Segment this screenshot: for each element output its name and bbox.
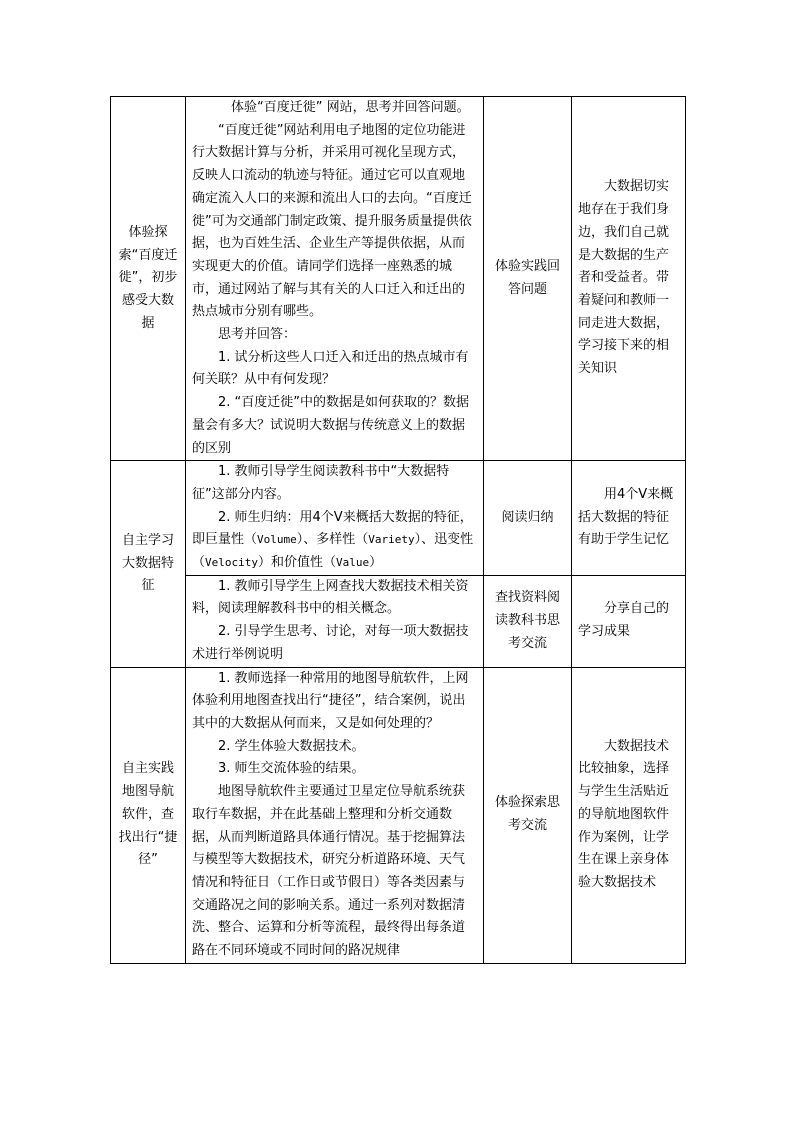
text-run: ）、多样性（ xyxy=(296,532,369,548)
paragraph: 1. 试分析这些人口迁入和迁出的热点城市有何关联？从中有何发现？ xyxy=(192,349,469,388)
text-run: ） xyxy=(369,555,383,571)
stage-cell: 体验探索“百度迁徙”，初步感受大数据 xyxy=(111,97,186,461)
paragraph: 2. “百度迁徙”中的数据是如何获取的？数据量会有多大？试说明大数据与传统意义上的数据的区别 xyxy=(192,395,470,456)
text-run: ）、迅变性（ xyxy=(192,532,474,571)
table-row xyxy=(111,667,686,963)
paragraph: 思考并回答： xyxy=(218,327,297,343)
paragraph: “百度迁徙”网站利用电子地图的定位功能进行大数据计算与分析，并采用可视化呈现方式，反映人口流动的轨迹与特征。通过它可以直观地确定流入人口的来源和流出人口的去向。“百度迁徙”可为交通部门制定政策、提升服务质量提供依据，也为百姓生活、企业生产等提供依据，从而实现更大的价值。请同学们选择一座熟悉的城市，通过网站了解与其有关的人口迁入和迁出的热点城市分别有哪些。 xyxy=(192,122,472,320)
method-cell: 阅读归纳 xyxy=(484,461,572,576)
text-run: 2. 师生归纳：用4个V来概括大数据的特征，即巨量性（ xyxy=(192,509,473,548)
table-row xyxy=(111,97,686,461)
text-run: Volume xyxy=(257,533,297,547)
content-cell xyxy=(186,461,484,576)
paragraph: 1. 教师引导学生阅读教科书中“大数据特征”这部分内容。 xyxy=(192,464,450,502)
text-run: Velocity xyxy=(205,556,258,570)
paragraph: 体验“百度迁徙” 网站，思考并回答问题。 xyxy=(231,100,470,115)
table-row xyxy=(111,461,686,576)
paragraph: 地图导航软件主要通过卫星定位导航系统获取行车数据，并在此基础上整理和分析交通数据，从而判断道路具体通行情况。基于挖掘算法与模型等大数据技术，研究分析道路环境、天气情况和特征日（工作日或节假日）等各类因素与交通路况之间的影响关系。通过一系列对数据清洗、整合、运算和分析等流程，最终得出每条道路在不同环境或不同时间的路况规律 xyxy=(192,784,466,959)
stage-cell: 自主学习大数据特征 xyxy=(111,461,186,667)
paragraph: 1. 教师选择一种常用的地图导航软件，上网体验利用地图查找出行“捷径”，结合案例，说出其中的大数据从何而来，又是如何处理的？ xyxy=(192,670,469,731)
text-run: Value xyxy=(336,556,370,570)
method-cell: 体验实践回答问题 xyxy=(484,97,572,461)
method-cell: 查找资料阅读教科书思考交流 xyxy=(484,575,572,667)
paragraph: 2. 引导学生思考、讨论，对每一项大数据技术进行举例说明 xyxy=(192,624,469,662)
paragraph: 1. 教师引导学生上网查找大数据技术相关资料，阅读理解教科书中的相关概念。 xyxy=(192,578,469,617)
intent-cell: 分享自己的学习成果 xyxy=(572,575,686,667)
text-run: ）和价值性（ xyxy=(258,555,337,571)
content-cell xyxy=(186,575,484,667)
lesson-plan-table xyxy=(110,96,686,964)
intent-cell: 大数据技术比较抽象，选择与学生生活贴近的导航地图软件作为案例，让学生在课上亲身体验大数据技术 xyxy=(572,667,686,963)
text-run: Variety xyxy=(368,533,415,547)
table-row xyxy=(111,575,686,667)
paragraph: 3. 师生交流体验的结果。 xyxy=(218,761,365,777)
intent-cell: 用4个V来概括大数据的特征有助于学生记忆 xyxy=(572,461,686,576)
stage-cell: 自主实践地图导航软件，查找出行“捷径” xyxy=(111,667,186,963)
content-cell xyxy=(186,667,484,963)
method-cell: 体验探索思考交流 xyxy=(484,667,572,963)
intent-cell: 大数据切实地存在于我们身边，我们自己就是大数据的生产者和受益者。带着疑问和教师一同走进大数据，学习接下来的相关知识 xyxy=(572,97,686,461)
paragraph xyxy=(192,507,477,575)
content-cell xyxy=(186,97,484,461)
paragraph: 2. 学生体验大数据技术。 xyxy=(218,738,365,754)
